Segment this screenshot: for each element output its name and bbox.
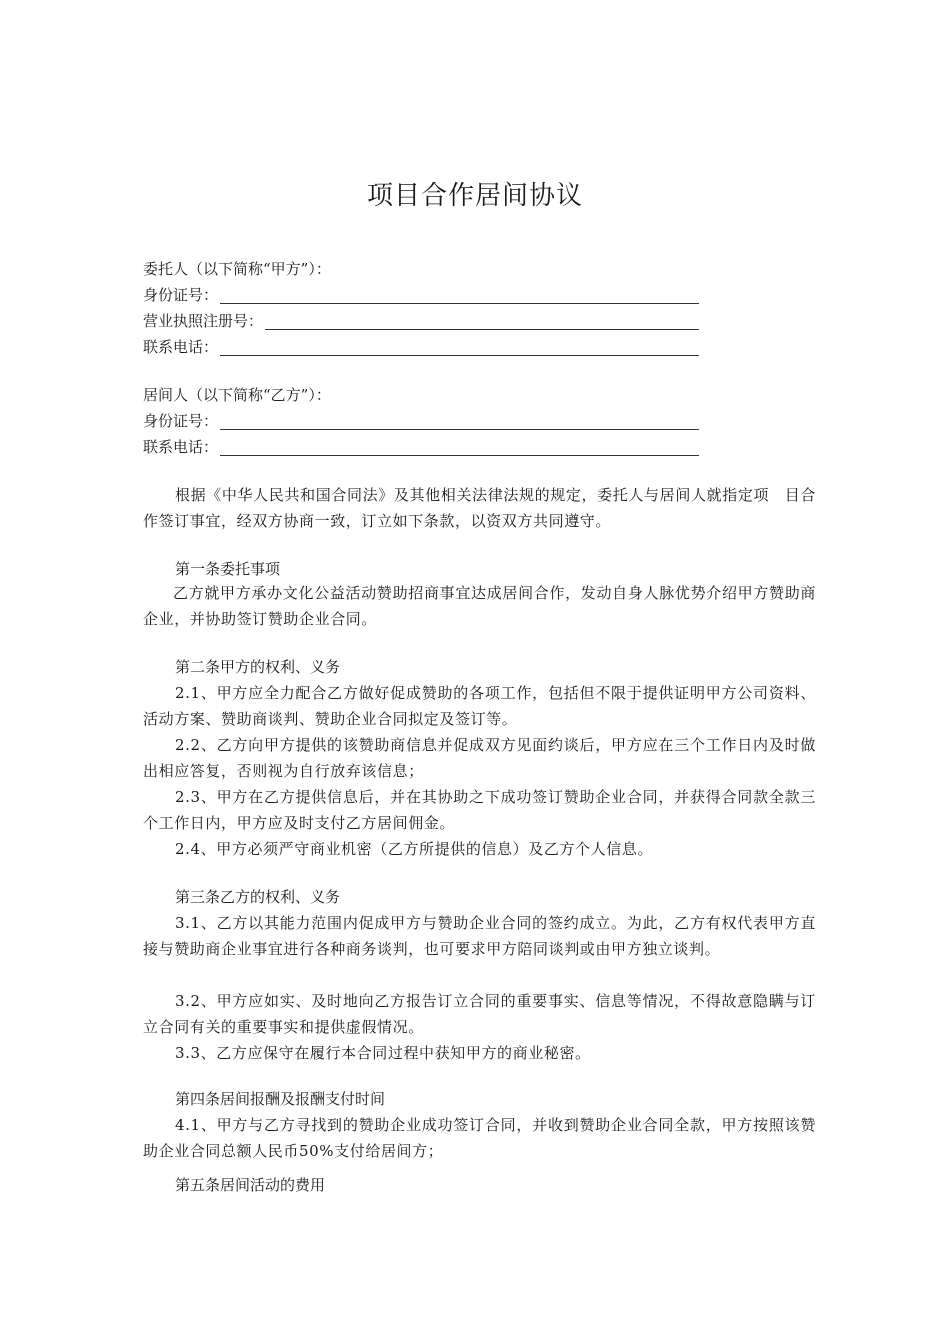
party-b-id-label: 身份证号： xyxy=(143,412,219,430)
clause-3-2: 3.2、甲方应如实、及时地向乙方报告订立合同的重要事实、信息等情况，不得故意隐瞒与订立合同有关的重要事实和提供虚假情况。 xyxy=(143,992,816,1036)
party-a-id-label: 身份证号： xyxy=(143,286,219,304)
article-5-heading: 第五条居间活动的费用 xyxy=(175,1176,326,1194)
party-b-id-blank xyxy=(220,411,699,430)
preamble-paragraph: 根据《中华人民共和国合同法》及其他相关法律法规的规定，委托人与居间人就指定项 目合作签订事宜，经双方协商一致，订立如下条款，以资双方共同遵守。 xyxy=(143,486,816,530)
clause-3-3: 3.3、乙方应保守在履行本合同过程中获知甲方的商业秘密。 xyxy=(175,1044,591,1062)
document-title: 项目合作居间协议 xyxy=(366,181,583,211)
party-a-license-blank xyxy=(265,311,699,330)
article-1-body: 乙方就甲方承办文化公益活动赞助招商事宜达成居间合作，发动自身人脉优势介绍甲方赞助商企业，并协助签订赞助企业合同。 xyxy=(143,584,816,628)
party-b-phone-blank xyxy=(220,437,699,456)
party-a-license-field xyxy=(143,308,699,334)
party-a-license-label: 营业执照注册号： xyxy=(143,312,264,330)
clause-2-2: 2.2、乙方向甲方提供的该赞助商信息并促成双方见面约谈后，甲方应在三个工作日内及时做出相应答复，否则视为自行放弃该信息； xyxy=(143,736,816,780)
clause-2-1: 2.1、甲方应全力配合乙方做好促成赞助的各项工作，包括但不限于提供证明甲方公司资料、活动方案、赞助商谈判、赞助企业合同拟定及签订等。 xyxy=(143,684,816,728)
article-4-heading: 第四条居间报酬及报酬支付时间 xyxy=(175,1090,386,1108)
party-a-phone-field xyxy=(143,334,699,360)
party-b-phone-label: 联系电话： xyxy=(143,438,219,456)
party-b-phone-field xyxy=(143,434,699,460)
party-a-id-blank xyxy=(220,285,699,304)
party-b-heading: 居间人（以下简称“乙方”）： xyxy=(143,386,331,404)
party-a-phone-label: 联系电话： xyxy=(143,338,219,356)
article-1-heading: 第一条委托事项 xyxy=(175,560,281,578)
party-a-heading: 委托人（以下简称“甲方”）： xyxy=(143,260,331,278)
clause-2-4: 2.4、甲方必须严守商业机密（乙方所提供的信息）及乙方个人信息。 xyxy=(175,840,654,858)
party-a-id-field xyxy=(143,282,699,308)
article-3-heading: 第三条乙方的权利、义务 xyxy=(175,888,341,906)
article-2-heading: 第二条甲方的权利、义务 xyxy=(175,658,341,676)
party-a-phone-blank xyxy=(220,337,699,356)
party-b-id-field xyxy=(143,408,699,434)
clause-4-1: 4.1、甲方与乙方寻找到的赞助企业成功签订合同，并收到赞助企业合同全款，甲方按照该赞助企业合同总额人民币50%支付给居间方； xyxy=(143,1116,816,1160)
clause-3-1: 3.1、乙方以其能力范围内促成甲方与赞助企业合同的签约成立。为此，乙方有权代表甲方直接与赞助商企业事宜进行各种商务谈判，也可要求甲方陪同谈判或由甲方独立谈判。 xyxy=(143,914,816,958)
clause-2-3: 2.3、甲方在乙方提供信息后，并在其协助之下成功签订赞助企业合同，并获得合同款全款三个工作日内，甲方应及时支付乙方居间佣金。 xyxy=(143,788,816,832)
